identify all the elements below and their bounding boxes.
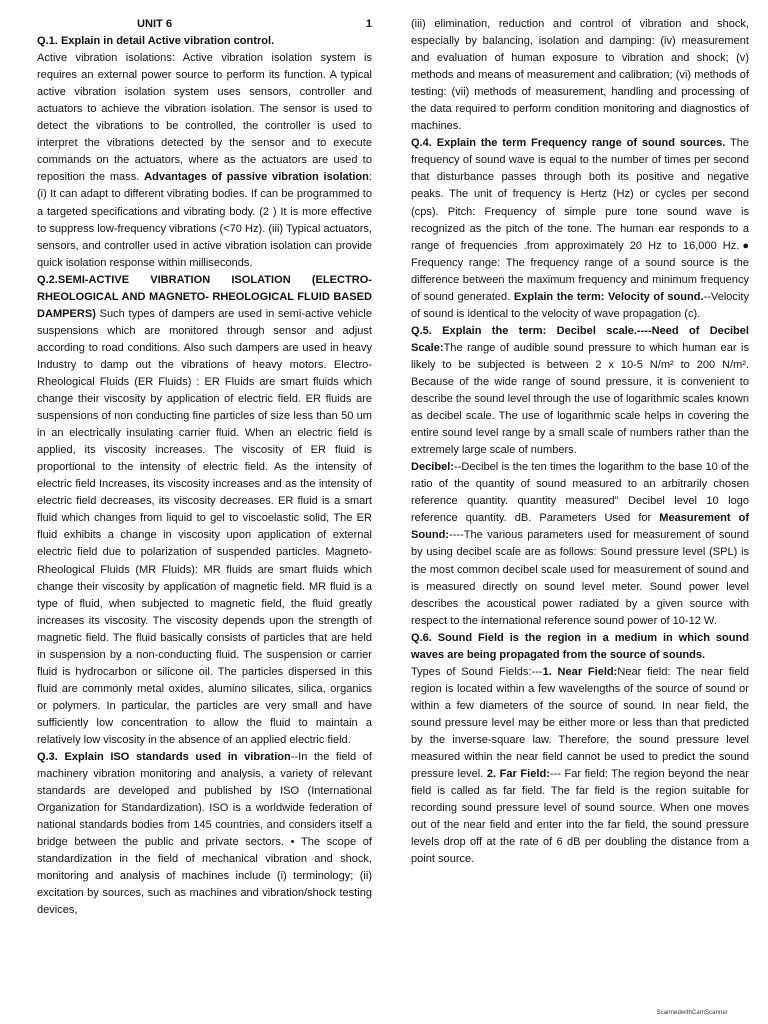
decibel-label: Decibel: <box>411 461 454 474</box>
q1-advantages-body: : (i) It can adapt to different vibrating bodies. If can be programmed to a targeted specifications and vibrating body. (2 ) It is more effective to suppress low-frequency vibrations (<70 Hz). (iii) Typical actuators, sensors, and controller used in active vibration isolation can provide quick isolation response within milliseconds. <box>37 171 372 269</box>
q2-title: Q.2.SEMI-ACTIVE VIBRATION ISOLATION (ELECTRO-RHEOLOGICAL AND MAGNETO- RHEOLOGICAL FLUID BASED DAMPERS) <box>37 273 372 320</box>
q4-velocity-label: Explain the term: Velocity of sound. <box>513 290 704 303</box>
q4-title: Q.4. Explain the term Frequency range of sound sources. <box>411 137 726 150</box>
q1-paragraph <box>37 33 372 50</box>
unit-title: UNIT 6 <box>137 18 172 30</box>
q1-title: Q.1. Explain in detail Active vibration control. <box>37 35 275 48</box>
q4-paragraph <box>411 135 749 323</box>
page-header <box>37 16 372 33</box>
q5-paragraph <box>411 323 749 459</box>
q5-body: The range of audible sound pressure to which human ear is likely to be subjected is between 2 x 10-5 N/m² to 200 N/m². Because of the wide range of sound pressure, it is convenient to describe the sound level through the use of logarithmic scales known as decibel scale. The use of logarithmic scale helps in covering the entire sound level range by a small scale of numbers rather than the extremely large scale of numbers. <box>411 341 749 457</box>
q1-body: Active vibration isolations: Active vibration isolation system is requires an external power source to perform its function. A typical active vibration isolation system uses sensors, controller and actuators to achieve the vibration isolation. The sensor is used to detect the vibrations to be controlled, the controller is used to interpret the vibrations detected by the sensor and to execute commands on the actuators, where as the actuators are used to reposition the mass. <box>37 52 372 184</box>
q3-continuation <box>411 16 749 135</box>
q4-body: The frequency of sound wave is equal to the number of times per second that disturbance passes through both its positive and negative peaks. The unit of frequency is Hertz (Hz) or cycles per second (cps). Pitch: Frequency of simple pure tone sound wave is recognized as the pitch of the tone. The human ear responds to a range of frequencies .from approximately 20 Hz to 16,000 Hz.● Frequency range: The frequency range of a sound source is the difference between the maximum frequency and minimum frequency of sound generated. <box>411 137 750 303</box>
q6-title: Q.6. Sound Field is the region in a medium in which sound waves are being propagated from the source of sounds. <box>411 631 749 661</box>
far-field-label: 2. Far Field: <box>486 768 550 781</box>
scanner-watermark: ScannedwithCamScanner <box>656 1010 728 1016</box>
far-field-body: --- Far field: The region beyond the near field is called as far field. The far field is the region suitable for recording sound pressure level of sound source. When one moves out of the near field and enter into the far field, the sound pressure levels drop off at the rate of 6 dB per doubling the distance from a point source. <box>411 768 749 866</box>
q5-title: Q.5. Explain the term: Decibel scale.----Need of Decibel Scale: <box>411 324 749 354</box>
near-field-body: Near field: The near field region is located within a few wavelengths of the source of sound or within a few diameters of the source of sound. In near field, the sound pressure level may be either more or less than that predicted by the inverse-square law. Therefore, the sound pressure level measured within the near field cannot be used to predict the sound pressure level. <box>411 665 749 781</box>
q4-velocity-body: --Velocity of sound is identical to the velocity of wave propagation (c). <box>411 290 750 320</box>
near-field-label: 1. Near Field: <box>542 665 618 678</box>
q2-body: Such types of dampers are used in semi-active vehicle suspensions which are monitored through sensor and adjust according to road conditions. Also such dampers are used in heavy Industry to damp out the vibrations of heavy motors. Electro-Rheological Fluids (ER Fluids) : ER Fluids are smart fluids which change their viscosity by application of electric field. ER fluids are suspensions of non conducting fine particles of size less than 50 um in an electrically insulating carrier fluid. When an electric field is applied, its viscosity increases. The viscosity of ER fluid is proportional to the intensity of electric field. As the intensity of electric field Increases, its viscosity increases and as the intensity of electric field decreases, its viscosity decreases. ER fluid is a smart fluid which changes from liquid to gel to viscoelastic solid, The ER fluid exhibits a change in viscosity upon application of external electric field due to polarization of suspended particles. Magneto-Rheological Fluids (MR Fluids): MR fluids are smart fluids which change their viscosity by application of magnetic field. MR fluid is a type of fluid, when subjected to magnetic field, the fluid greatly increases its viscosity. The viscosity depends upon the strength of magnetic field. The fluid basically consists of particles that are held in suspension by a non-conducting fluid. The suspension or carrier fluid is hydrocarbon or silicone oil. The particles dispersed in this fluid are commonly metal oxides, alumino silicates, silica, organics or polymers. In particular, the particles are very small and have sufficiently low concentration to allow the fluid to maintain a relatively low viscosity in the absence of an applied electric field. <box>37 307 372 746</box>
q1-advantages-label: Advantages of passive vibration isolation <box>144 171 369 184</box>
page-number: 1 <box>365 18 372 30</box>
q3-body: --In the field of machinery vibration monitoring and analysis, a variety of relevant standards are developed and published by ISO (International Organization for Standardization). ISO is a worldwide federation of national standards bodies from 145 countries, and considers itself a bridge between the public and private sectors. • The scope of standardization in the field of mechanical vibration and shock, monitoring and analysis of machines include (i) terminology; (ii) excitation by sources, such as machines and vibration/shock testing devices, <box>37 751 372 917</box>
measurement-label: Measurement of Sound: <box>411 512 749 542</box>
sound-fields-paragraph <box>411 664 749 869</box>
q6-paragraph <box>411 630 749 664</box>
left-column <box>37 16 372 919</box>
decibel-body: --Decibel is the ten times the logarithm to the base 10 of the ratio of the quantity of sound measured to an arbitrarily chosen reference quantity. quantity measured" Decibel level 10 logo reference quantity. dB. Parameters Used for <box>411 461 749 525</box>
q3-paragraph <box>37 749 372 919</box>
right-column <box>411 16 749 868</box>
measurement-body: ----The various parameters used for measurement of sound by using decibel scale are as follows: Sound pressure level (SPL) is the most common decibel scale used for measurement of sound and is measured directly on sound level meter. Sound power level describes the acoustical power radiated by a given source with respect to the international reference sound power of 10-12 W. <box>411 529 749 627</box>
q3-title: Q.3. Explain ISO standards used in vibration <box>37 751 291 764</box>
q2-paragraph <box>37 272 372 749</box>
q1-body-paragraph <box>37 50 372 272</box>
sound-field-types: Types of Sound Fields:--- <box>411 665 543 678</box>
q3-cont-body: (iii) elimination, reduction and control of vibration and shock, especially by balancing, isolation and damping: (iv) measurement and evaluation of human exposure to vibration and shock; (v) methods and means of measurement and calibration; (vi) methods of testing: (vii) methods of measurement, handling and processing of the data required to perform condition monitoring and diagnostics of machines. <box>411 18 749 133</box>
decibel-paragraph <box>411 459 749 629</box>
